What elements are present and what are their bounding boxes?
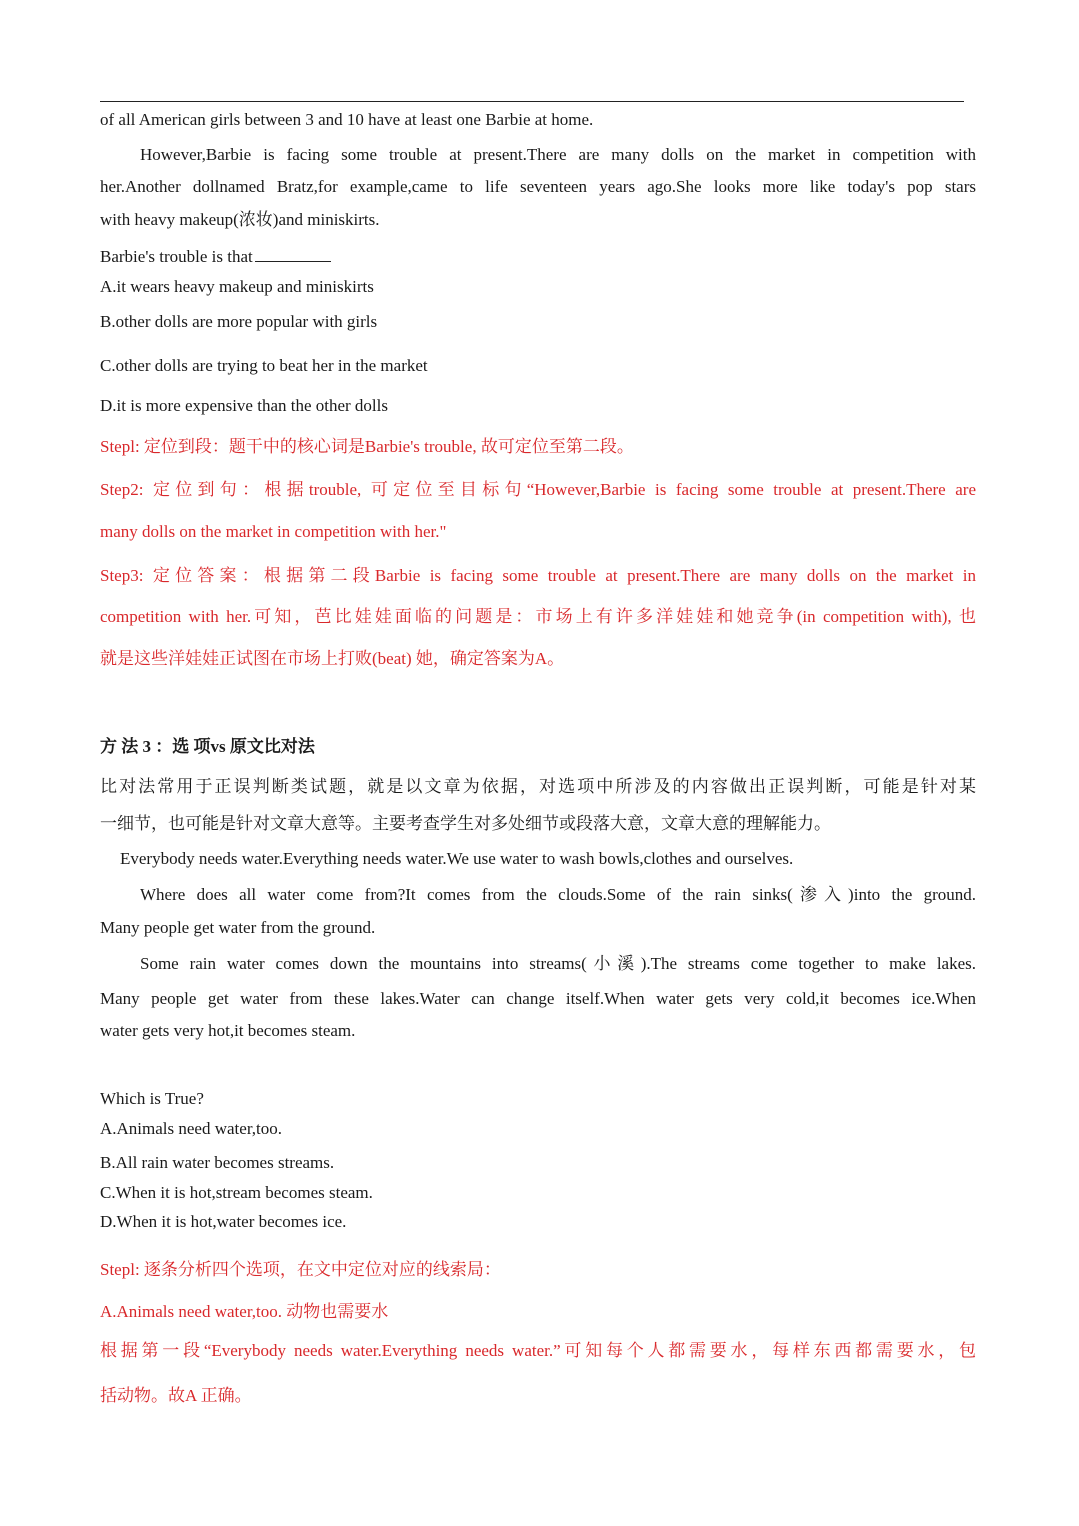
step2-explanation: Step2: 定位到句：根据trouble, 可定位至目标句“However,Barbie is facing some trouble at present.There are bbox=[100, 480, 976, 499]
question-text: Barbie's trouble is that bbox=[100, 247, 253, 266]
step3-explanation-end: 就是这些洋娃娃正试图在市场上打败(beat) 她，确定答案为A。 bbox=[100, 649, 565, 668]
step3-explanation: Step3: 定位答案：根据第二段Barbie is facing some trouble at present.There are many dolls on the market in bbox=[100, 566, 976, 585]
header-rule bbox=[100, 101, 964, 102]
passage-line: of all American girls between 3 and 10 have at least one Barbie at home. bbox=[100, 110, 594, 129]
passage-line: Many people get water from these lakes.Water can change itself.When water gets very cold,it becomes ice.When bbox=[100, 989, 976, 1008]
passage-line: Where does all water come from?It comes from the clouds.Some of the rain sinks(渗入)into the ground. bbox=[140, 885, 976, 904]
option-a-analysis-end: 括动物。故A 正确。 bbox=[100, 1386, 252, 1405]
passage-line: Some rain water comes down the mountains into streams(小溪).The streams come together to make lakes. bbox=[140, 954, 976, 973]
passage-line: However,Barbie is facing some trouble at present.There are many dolls on the market in competition with bbox=[140, 145, 976, 164]
option-b: B.All rain water becomes streams. bbox=[100, 1153, 335, 1172]
option-a: A.Animals need water,too. bbox=[100, 1119, 283, 1138]
step2-explanation-cont: many dolls on the market in competition with her." bbox=[100, 522, 447, 541]
passage-line: her.Another dollnamed Bratz,for example,came to life seventeen years ago.She looks more like today's pop stars bbox=[100, 177, 976, 196]
passage-line: Many people get water from the ground. bbox=[100, 918, 376, 937]
option-a-analysis-detail: 根据第一段“Everybody needs water.Everything needs water.”可知每个人都需要水，每样东西都需要水，包 bbox=[100, 1341, 976, 1360]
answer-blank bbox=[255, 247, 331, 262]
option-d: D.When it is hot,water becomes ice. bbox=[100, 1212, 347, 1231]
method-description-cont: 一细节，也可能是针对文章大意等。主要考查学生对多处细节或段落大意，文章大意的理解能力。 bbox=[100, 814, 831, 833]
option-b: B.other dolls are more popular with girls bbox=[100, 312, 378, 331]
step3-explanation-cont: competition with her.可知，芭比娃娃面临的问题是：市场上有许多洋娃娃和她竞争(in competition with), 也 bbox=[100, 607, 976, 626]
passage-line: Everybody needs water.Everything needs water.We use water to wash bowls,clothes and ourselves. bbox=[120, 849, 794, 868]
option-c: C.When it is hot,stream becomes steam. bbox=[100, 1183, 373, 1202]
question-stem: Which is True? bbox=[100, 1089, 204, 1108]
question-stem bbox=[100, 246, 976, 268]
step1-explanation: Stepl: 逐条分析四个选项，在文中定位对应的线索局： bbox=[100, 1260, 501, 1279]
method-description: 比对法常用于正误判断类试题，就是以文章为依据，对选项中所涉及的内容做出正误判断，可能是针对某 bbox=[100, 777, 976, 796]
method-heading: 方 法 3 ：选 项vs 原文比对法 bbox=[100, 737, 315, 756]
option-d: D.it is more expensive than the other dolls bbox=[100, 396, 388, 415]
step1-explanation: Stepl: 定位到段：题干中的核心词是Barbie's trouble, 故可定位至第二段。 bbox=[100, 437, 634, 456]
option-a-analysis: A.Animals need water,too. 动物也需要水 bbox=[100, 1302, 389, 1321]
option-c: C.other dolls are trying to beat her in the market bbox=[100, 356, 428, 375]
passage-line: water gets very hot,it becomes steam. bbox=[100, 1021, 356, 1040]
passage-line: with heavy makeup(浓妆)and miniskirts. bbox=[100, 210, 380, 229]
option-a: A.it wears heavy makeup and miniskirts bbox=[100, 277, 374, 296]
